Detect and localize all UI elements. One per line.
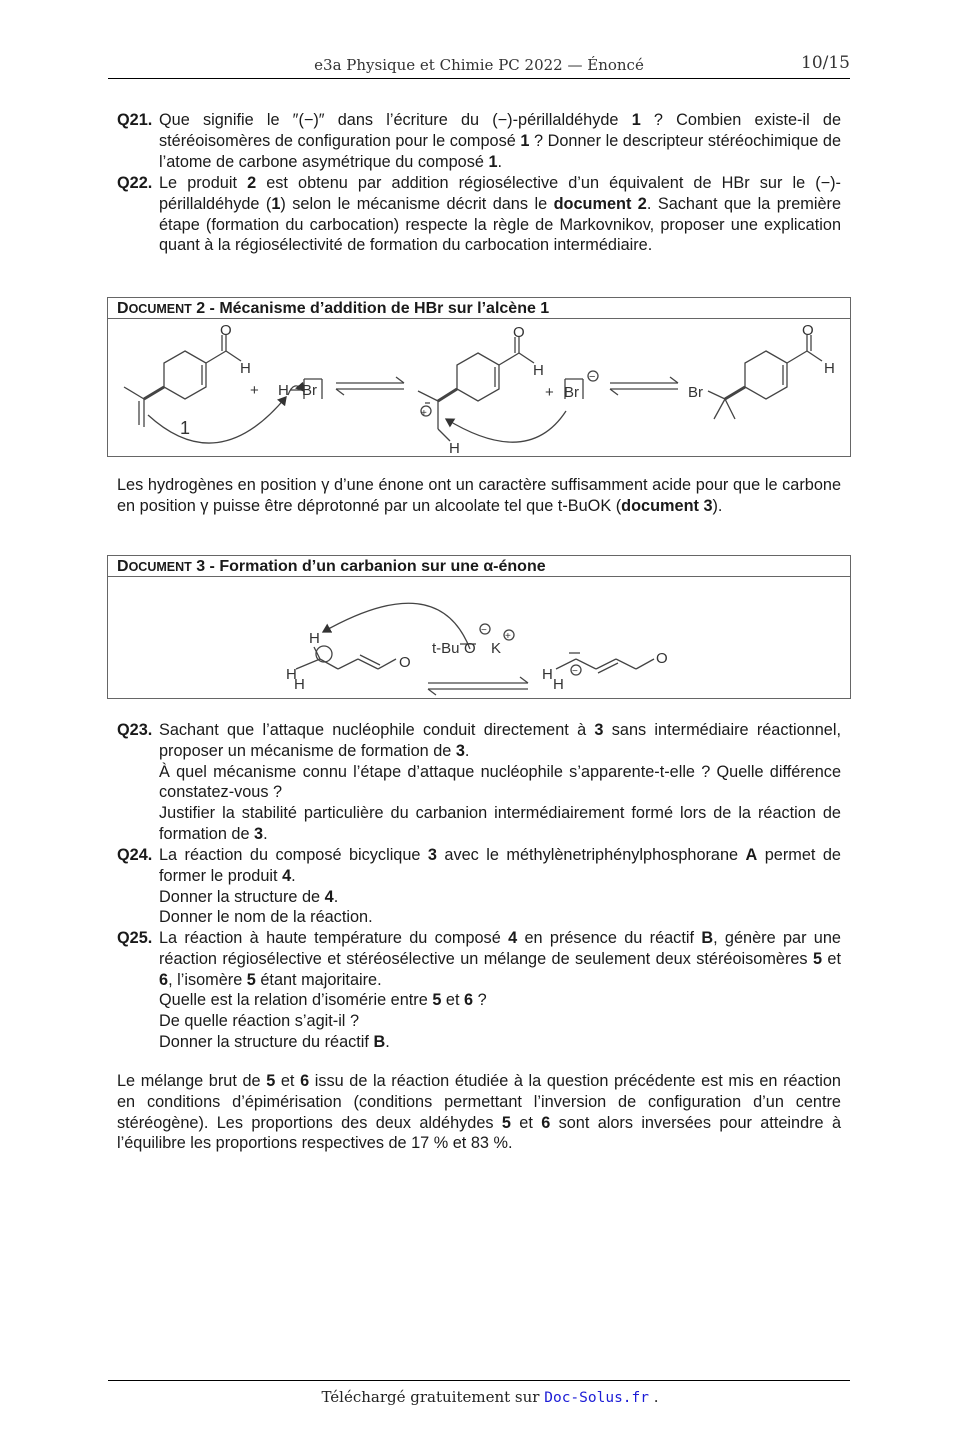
hydrogen-label: H [542, 666, 553, 683]
question-number: Q23. [117, 721, 153, 739]
aldehyde-o-label: O [802, 322, 814, 339]
question-text: La réaction du composé bicyclique 3 avec le méthylènetriphénylphosphorane A permet de former le produit 4. Donner la structure de 4. Donner le nom de la réaction. [159, 846, 841, 927]
question-number: Q25. [117, 929, 153, 947]
plus-sign: + [545, 384, 554, 401]
carbanion-formation-scheme [108, 577, 850, 697]
aldehyde-o-label: O [220, 322, 232, 339]
carbonyl-o-label: O [399, 654, 411, 671]
question-q22 [117, 173, 841, 256]
page-header [108, 52, 850, 79]
question-q24 [117, 845, 841, 928]
hydrogen-label: H [449, 440, 460, 455]
tert-butyl-label: t-Bu [432, 640, 460, 657]
aldehyde-h-label: H [240, 360, 251, 377]
question-q25 [117, 928, 841, 1053]
aldehyde-o-label: O [513, 324, 525, 341]
bromine-product-label: Br [688, 384, 703, 401]
carbanion-charge: − [572, 666, 578, 677]
bromide-label: Br [564, 384, 579, 401]
epimerization-paragraph: Le mélange brut de 5 et 6 issu de la réaction étudiée à la question précédente est mis en réaction en conditions d’épimérisation (conditions permettant l’inversion de configuration d’un centre stéréogène). Les proportions des deux aldéhydes 5 et 6 sont alors inversées pour atteindre à l’équilibre les proportions respectives de 17 % et 83 %. [117, 1072, 841, 1153]
hydrogen-label: H [553, 676, 564, 693]
question-q21 [117, 110, 841, 172]
document-3-box [107, 555, 851, 699]
gamma-hydrogen-paragraph: Les hydrogènes en position γ d’une énone ont un caractère suffisamment acide pour que le carbone en position γ puisse être déprotonné par un alcoolate tel que t-BuOK (document 3). [117, 476, 841, 515]
hydrogen-label: H [309, 630, 320, 647]
page-footer: Téléchargé gratuitement sur Doc-Solus.fr . [321, 1388, 659, 1406]
hbr-addition-mechanism-scheme [108, 319, 850, 455]
aldehyde-h-label: H [824, 360, 835, 377]
header-title: e3a Physique et Chimie PC 2022 — Énoncé [314, 56, 644, 74]
document-2-box [107, 297, 851, 457]
question-q23 [117, 720, 841, 845]
question-number: Q24. [117, 846, 153, 864]
hydrogen-label: H [278, 382, 289, 399]
document-3-title: DOCUMENT 3 - Formation d’un carbanion sur une α-énone [108, 556, 850, 577]
footer-rule [108, 1380, 850, 1381]
anion-charge: − [481, 625, 487, 636]
question-number: Q22. [117, 174, 153, 192]
plus-sign: + [250, 382, 259, 399]
alkoxide-o-label: O [464, 640, 476, 657]
bromine-label: Br [302, 382, 317, 399]
hydrogen-label: H [286, 666, 297, 683]
document-2-title: DOCUMENT 2 - Mécanisme d’addition de HBr sur l’alcène 1 [108, 298, 850, 319]
page-number: 10/15 [801, 53, 850, 73]
doc-solus-link[interactable]: Doc-Solus.fr [544, 1390, 649, 1406]
potassium-label: K [491, 640, 502, 657]
hydrogen-label: H [294, 676, 305, 693]
question-text: Que signifie le ″(−)″ dans l’écriture du (−)-périllaldéhyde 1 ? Combien existe-il de stéréoisomères de configuration pour le composé 1 ? Donner le descripteur stéréochimique de l’atome de carbone asymétrique du composé 1. [159, 111, 842, 171]
question-text: Le produit 2 est obtenu par addition régiosélective d’un équivalent de HBr sur le (−)-périllaldéhyde (1) selon le mécanisme décrit dans le document 2. Sachant que la première étape (formation du carbocation) respecte la règle de Markovnikov, proposer une explication quant à la régiosélectivité de formation du carbocation intermédiaire. [159, 174, 841, 255]
carbonyl-o-label: O [656, 650, 668, 667]
cation-charge: + [505, 631, 511, 642]
question-number: Q21. [117, 111, 153, 129]
question-text: Sachant que l’attaque nucléophile conduit directement à 3 sans intermédiaire réactionnel, proposer un mécanisme de formation de 3. À quel mécanisme connu l’étape d’attaque nucléophile s’apparente-t-elle ? Quelle différence constatez-vous ? Justifier la stabilité particulière du carbanion intermédiairement formé lors de la réaction de formation de 3. [159, 721, 841, 843]
cation-charge: + [421, 408, 427, 419]
compound-number-1: 1 [180, 418, 191, 438]
aldehyde-h-label: H [533, 362, 544, 379]
question-text: La réaction à haute température du composé 4 en présence du réactif B, génère par une réaction régiosélective et stéréosélective un mélange de seulement deux stéréoisomères 5 et 6, l’isomère 5 étant majoritaire. Quelle est la relation d’isomérie entre 5 et 6 ? De quelle réaction s’agit-il ? Donner la structure du réactif B. [159, 929, 841, 1051]
anion-charge: − [589, 371, 596, 383]
